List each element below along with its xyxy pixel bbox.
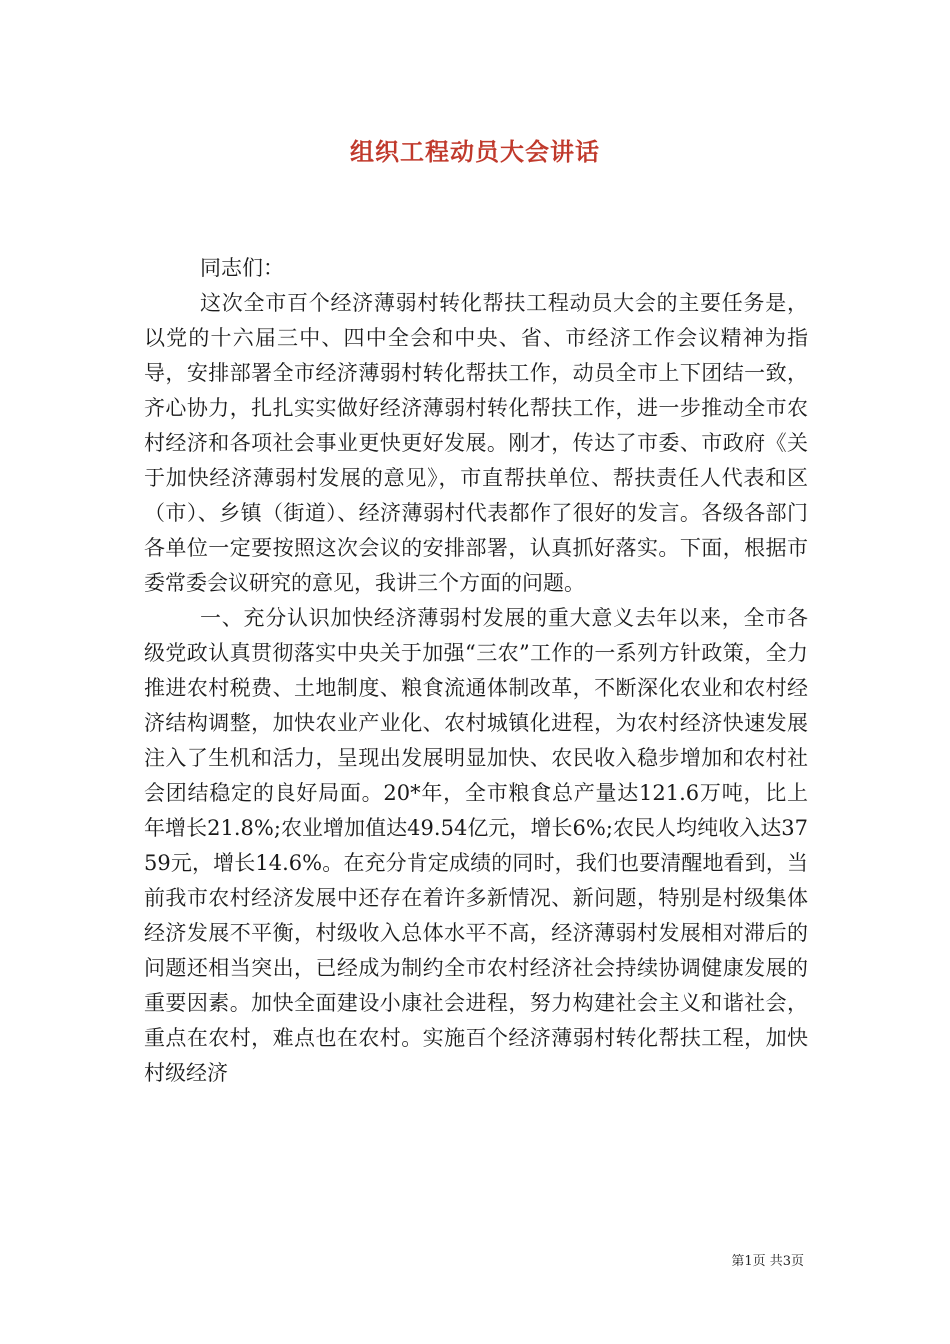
document-title: 组织工程动员大会讲话 (350, 137, 600, 166)
document-body (144, 250, 808, 1091)
page-number: 第1页 共3页 (731, 1254, 804, 1269)
salutation: 同志们： (200, 256, 284, 280)
paragraph-intro: 这次全市百个经济薄弱村转化帮扶工程动员大会的主要任务是，以党的十六届三中、四中全会和中央、省、市经济工作会议精神为指导，安排部署全市经济薄弱村转化帮扶工作，动员全市上下团结一致，齐心协力，扎扎实实做好经济薄弱村转化帮扶工作，进一步推动全市农村经济和各项社会事业更快更好发展。刚才，传达了市委、市政府《关于加快经济薄弱村发展的意见》，市直帮扶单位、帮扶责任人代表和区（市）、乡镇（街道）、经济薄弱村代表都作了很好的发言。各级各部门各单位一定要按照这次会议的安排部署，认真抓好落实。下面，根据市委常委会议研究的意见，我讲三个方面的问题。 (144, 291, 808, 595)
paragraph-section-one: 一、充分认识加快经济薄弱村发展的重大意义去年以来，全市各级党政认真贯彻落实中央关于加强“三农”工作的一系列方针政策，全力推进农村税费、土地制度、粮食流通体制改革，不断深化农业和农村经济结构调整，加快农业产业化、农村城镇化进程，为农村经济快速发展注入了生机和活力，呈现出发展明显加快、农民收入稳步增加和农村社会团结稳定的良好局面。20*年，全市粮食总产量达121.6万吨，比上年增长21.8%;农业增加值达49.54亿元，增长6%;农民人均纯收入达3759元，增长14.6%。在充分肯定成绩的同时，我们也要清醒地看到，当前我市农村经济发展中还存在着许多新情况、新问题，特别是村级集体经济发展不平衡，村级收入总体水平不高，经济薄弱村发展相对滞后的问题还相当突出，已经成为制约全市农村经济社会持续协调健康发展的重要因素。加快全面建设小康社会进程，努力构建社会主义和谐社会，重点在农村，难点也在农村。实施百个经济薄弱村转化帮扶工程，加快村级经济 (144, 606, 808, 1085)
